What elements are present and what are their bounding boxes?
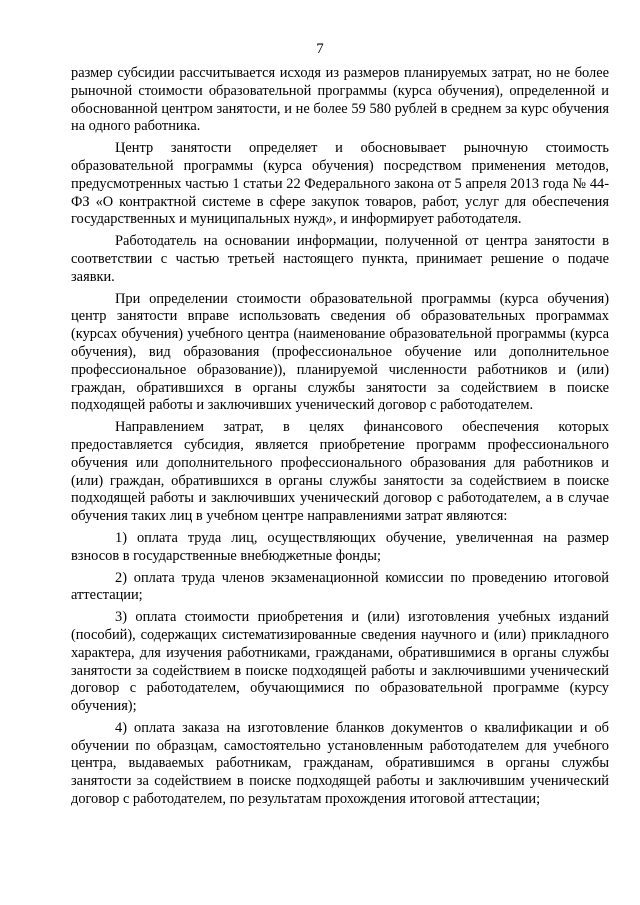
paragraph-market-value: Центр занятости определяет и обосновывает рыночную стоимость образовательной программы (курса обучения) посредством применения методов, предусмотренных частью 1 статьи 22 Федерального закона от 5 апреля 2013 года № 44-ФЗ «О контрактной системе в сфере закупок товаров, работ, услуг для обеспечения государственных и муниципальных нужд», и информирует работодателя.	[71, 140, 609, 228]
list-item-1: 1) оплата труда лиц, осуществляющих обучение, увеличенная на размер взносов в государственные внебюджетные фонды;	[71, 529, 609, 564]
paragraph-cost-determination: При определении стоимости образовательной программы (курса обучения) центр занятости вправе использовать сведения об образовательных программах (курсах обучения) учебного центра (наименование образовательной программы (курса обучения), вид образования (профессиональное обучение или дополнительное профессиональное образование)), планируемой численности работников и (или) граждан, обратившихся в органы службы занятости за содействием в поиске подходящей работы и заключивших ученический договор с работодателем.	[71, 290, 609, 414]
list-item-3: 3) оплата стоимости приобретения и (или) изготовления учебных изданий (пособий), содержащих систематизированные сведения научного и (или) прикладного характера, для изучения работниками, гражданами, обратившимися в органы службы занятости за содействием в поиске подходящей работы и заключившими ученический договор с работодателем, обучающимися по образовательной программе (курсу обучения);	[71, 609, 609, 715]
document-body	[71, 65, 609, 813]
paragraph-expense-direction: Направлением затрат, в целях финансового обеспечения которых предоставляется субсидия, является приобретение программ профессионального обучения или дополнительного профессионального образования для работников и (или) граждан, обратившихся в органы службы занятости за содействием в поиске подходящей работы и заключивших ученический договор с работодателем, а в случае обучения таких лиц в учебном центре направлениями затрат являются:	[71, 419, 609, 525]
list-item-4: 4) оплата заказа на изготовление бланков документов о квалификации и об обучении по образцам, самостоятельно установленным работодателем для учебного центра, выдаваемых работникам, гражданам, обратившимся в органы службы занятости за содействием в поиске подходящей работы и заключившим ученический договор с работодателем, по результатам прохождения итоговой аттестации;	[71, 719, 609, 808]
list-item-2: 2) оплата труда членов экзаменационной комиссии по проведению итоговой аттестации;	[71, 569, 609, 604]
paragraph-subsidy-amount: размер субсидии рассчитывается исходя из размеров планируемых затрат, но не более рыночной стоимости образовательной программы (курса обучения), определенной и обоснованной центром занятости, и не более 59 580 рублей в среднем за курс обучения на одного работника.	[71, 65, 609, 135]
paragraph-employer-decision: Работодатель на основании информации, полученной от центра занятости в соответствии с частью третьей настоящего пункта, принимает решение о подаче заявки.	[71, 233, 609, 285]
page-number: 7	[316, 41, 324, 57]
